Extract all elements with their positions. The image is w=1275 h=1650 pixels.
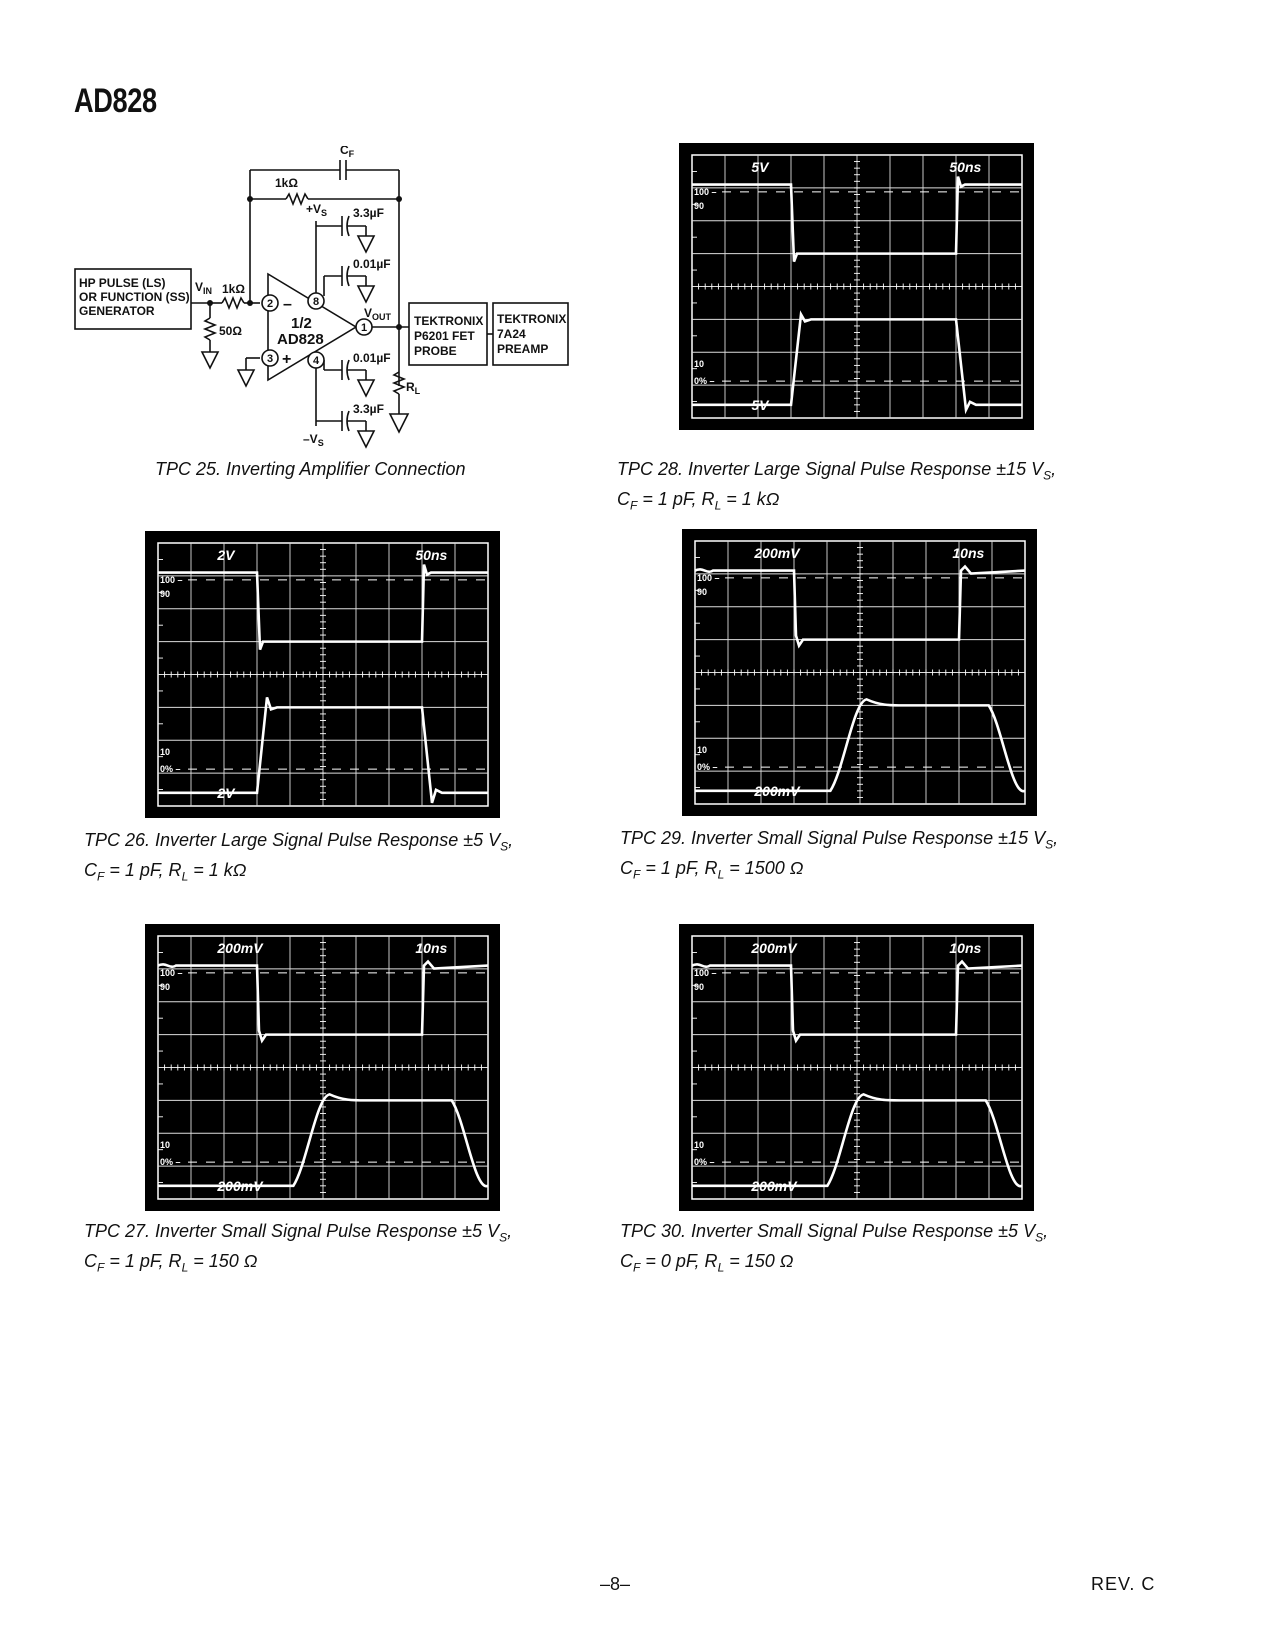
preamp-label-line1: TEKTRONIX bbox=[497, 312, 567, 326]
scope-grid bbox=[695, 541, 1025, 816]
inverting-amplifier-schematic bbox=[74, 146, 614, 476]
scope-grid bbox=[158, 543, 488, 818]
scope-tpc27 bbox=[145, 924, 500, 1211]
scope-tpc28 bbox=[679, 143, 1034, 430]
label-100: 100 – bbox=[694, 967, 717, 978]
c3-value: 0.01µF bbox=[353, 351, 391, 365]
label-10: 10 bbox=[697, 745, 708, 756]
caption-tpc29: TPC 29. Inverter Small Signal Pulse Response ±15 $V_S$, $C_F = 1$ pF, $R_L = 1500$ Ω bbox=[620, 828, 1059, 882]
cf-label: $C_F$ bbox=[340, 146, 355, 159]
label-90: 90 bbox=[694, 981, 705, 992]
opamp-plus-sign: + bbox=[282, 351, 292, 368]
preamp-label-line2: 7A24 bbox=[497, 327, 526, 341]
label-100: 100 – bbox=[697, 572, 720, 583]
volts-per-div-top: 5V bbox=[751, 159, 769, 175]
input-resistor bbox=[222, 298, 244, 308]
volts-per-div-top: 2V bbox=[217, 547, 235, 563]
vs-pos-label: $+V_S$ bbox=[306, 202, 328, 218]
caption-tpc25: TPC 25. Inverting Amplifier Connection bbox=[155, 459, 466, 479]
revision-label: REV. C bbox=[1091, 1574, 1156, 1594]
label-10: 10 bbox=[694, 359, 705, 370]
time-per-div: 10ns bbox=[415, 940, 448, 956]
probe-label-line1: TEKTRONIX bbox=[414, 314, 484, 328]
pin-8-label: 8 bbox=[313, 296, 320, 308]
label-10: 10 bbox=[160, 747, 171, 758]
label-90: 90 bbox=[697, 586, 708, 597]
ground-symbol bbox=[202, 352, 218, 368]
scope-grid bbox=[692, 155, 1022, 430]
volts-per-div-bottom: 5V bbox=[751, 397, 769, 413]
label-90: 90 bbox=[160, 588, 171, 599]
c1-value: 3.3µF bbox=[353, 206, 384, 220]
c2-value: 0.01µF bbox=[353, 257, 391, 271]
input-resistor-value: 1kΩ bbox=[222, 282, 245, 296]
probe-label-line3: PROBE bbox=[414, 344, 457, 358]
volts-per-div-bottom: 200mV bbox=[754, 783, 800, 799]
feedback-resistor bbox=[286, 194, 308, 204]
probe-label-line2: P6201 FET bbox=[414, 329, 475, 343]
time-per-div: 50ns bbox=[415, 547, 448, 563]
opamp-label-half: 1/2 bbox=[291, 315, 312, 332]
ground-symbol bbox=[390, 414, 408, 432]
scope-tpc26 bbox=[145, 531, 500, 818]
pin-1-label: 1 bbox=[361, 322, 368, 334]
label-90: 90 bbox=[160, 981, 171, 992]
termination-resistor bbox=[205, 318, 215, 340]
volts-per-div-top: 200mV bbox=[754, 545, 800, 561]
generator-label-line3: GENERATOR bbox=[79, 304, 155, 318]
label-90: 90 bbox=[694, 200, 705, 211]
volts-per-div-top: 200mV bbox=[751, 940, 797, 956]
label-100: 100 – bbox=[694, 186, 717, 197]
generator-label-line1: HP PULSE (LS) bbox=[79, 276, 166, 290]
c4-value: 3.3µF bbox=[353, 402, 384, 416]
time-per-div: 10ns bbox=[952, 545, 985, 561]
caption-tpc30: TPC 30. Inverter Small Signal Pulse Response ±5 $V_S$, $C_F = 0$ pF, $R_L = 150$ Ω bbox=[620, 1221, 1049, 1275]
label-100: 100 – bbox=[160, 967, 183, 978]
scope-grid bbox=[692, 936, 1022, 1211]
caption-tpc28: TPC 28. Inverter Large Signal Pulse Response ±15 $V_S$, $C_F = 1$ pF, $R_L = 1$ kΩ bbox=[617, 459, 1057, 513]
vout-label: $V_{OUT}$ bbox=[364, 306, 392, 322]
page-title: AD828 bbox=[74, 82, 157, 120]
label-0: 0% – bbox=[694, 376, 715, 387]
caption-tpc26: TPC 26. Inverter Large Signal Pulse Response ±5 $V_S$, $C_F = 1$ pF, $R_L = 1$ kΩ bbox=[84, 830, 514, 884]
label-0: 0% – bbox=[697, 762, 718, 773]
ground-symbol bbox=[238, 370, 254, 386]
opamp-minus-sign: – bbox=[283, 296, 292, 313]
time-per-div: 50ns bbox=[949, 159, 982, 175]
pin-2-label: 2 bbox=[267, 298, 274, 310]
feedback-resistor-value: 1kΩ bbox=[275, 176, 298, 190]
caption-tpc27: TPC 27. Inverter Small Signal Pulse Response ±5 $V_S$, $C_F = 1$ pF, $R_L = 150$ Ω bbox=[84, 1221, 513, 1275]
page-number: –8– bbox=[600, 1574, 631, 1594]
preamp-label-line3: PREAMP bbox=[497, 342, 549, 356]
generator-label-line2: OR FUNCTION (SS) bbox=[79, 290, 190, 304]
scope-tpc29 bbox=[682, 529, 1037, 816]
termination-resistor-value: 50Ω bbox=[219, 324, 242, 338]
pin-4-label: 4 bbox=[313, 355, 320, 367]
vin-label: $V_{IN}$ bbox=[195, 280, 213, 296]
label-0: 0% – bbox=[160, 1157, 181, 1168]
opamp-label-part: AD828 bbox=[277, 331, 324, 348]
vs-neg-label: $-V_S$ bbox=[303, 432, 324, 448]
label-0: 0% – bbox=[694, 1157, 715, 1168]
pin-3-label: 3 bbox=[267, 353, 274, 365]
label-10: 10 bbox=[160, 1140, 171, 1151]
label-0: 0% – bbox=[160, 764, 181, 775]
volts-per-div-bottom: 200mV bbox=[217, 1178, 263, 1194]
rl-label: $R_L$ bbox=[406, 380, 421, 396]
label-100: 100 – bbox=[160, 574, 183, 585]
volts-per-div-bottom: 2V bbox=[217, 785, 235, 801]
time-per-div: 10ns bbox=[949, 940, 982, 956]
scope-grid bbox=[158, 936, 488, 1211]
scope-tpc30 bbox=[679, 924, 1034, 1211]
volts-per-div-bottom: 200mV bbox=[751, 1178, 797, 1194]
volts-per-div-top: 200mV bbox=[217, 940, 263, 956]
label-10: 10 bbox=[694, 1140, 705, 1151]
